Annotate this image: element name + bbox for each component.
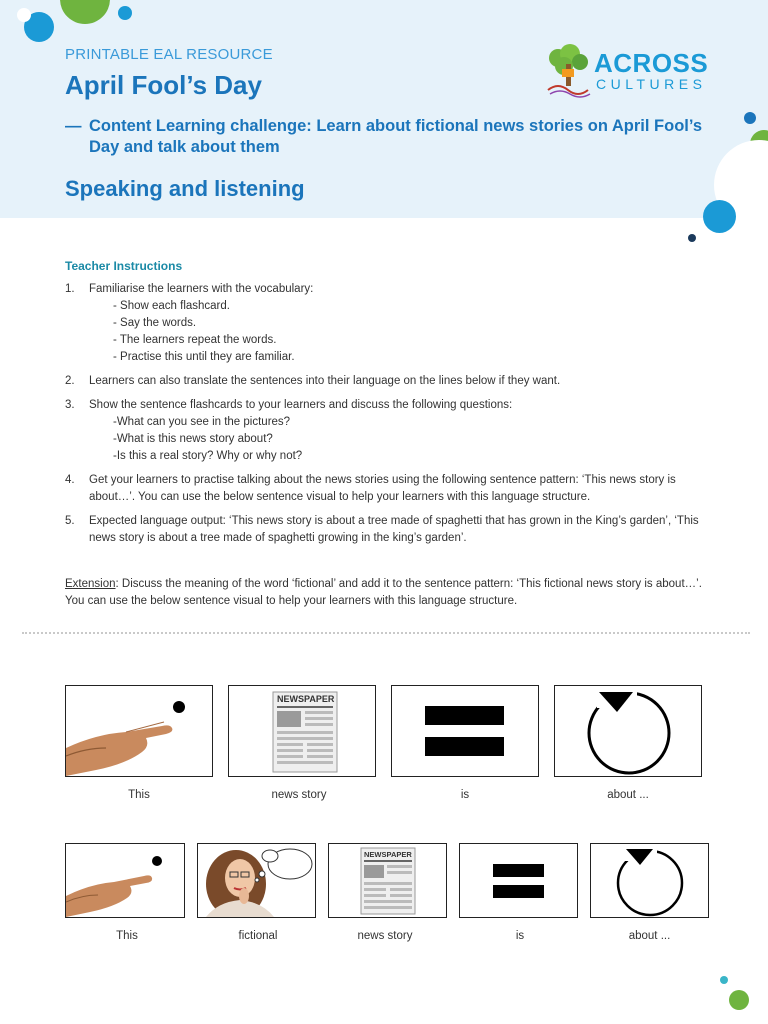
list-item	[65, 373, 705, 390]
equals-sign-icon	[460, 844, 577, 917]
decor-dot	[17, 8, 31, 22]
item-number: 4.	[65, 474, 75, 486]
logo-subword: CULTURES	[596, 76, 707, 92]
list-item	[65, 472, 705, 506]
caption-about: about ...	[607, 789, 649, 801]
sub-item: -What can you see in the pictures?	[113, 416, 291, 428]
sub-item: - The learners repeat the words.	[113, 334, 277, 346]
item-text: Show the sentence flashcards to your learners and discuss the following questions:	[89, 399, 513, 411]
flashcard-about	[590, 843, 709, 918]
instructions-list	[65, 281, 705, 554]
newspaper-icon	[329, 844, 446, 917]
list-item	[65, 513, 705, 547]
extension-label: Extension	[65, 578, 116, 590]
pointing-hand-icon	[66, 844, 184, 917]
flashcard-about	[554, 685, 702, 777]
svg-text:NEWSPAPER: NEWSPAPER	[277, 694, 335, 704]
item-text: Get your learners to practise talking about the news stories using the following sentence pattern: ‘This news story is about…’. You can use the below sentence visual to help your learners with this language structure.	[89, 474, 676, 503]
logo-wordmark: ACROSS	[594, 48, 709, 78]
decor-dot	[720, 976, 728, 984]
circular-arrow-icon	[591, 844, 708, 917]
thinking-woman-icon	[198, 844, 315, 917]
sub-item: -What is this news story about?	[113, 433, 273, 445]
item-text: Learners can also translate the sentences into their language on the lines below if they want.	[89, 375, 561, 387]
caption-news-story: news story	[271, 789, 327, 801]
resource-kicker: PRINTABLE EAL RESOURCE	[65, 46, 273, 63]
challenge-body: Content Learning challenge: Learn about fictional news stories on April Fool’s Day and talk about them	[89, 117, 703, 156]
flashcard-newspaper	[228, 685, 376, 777]
extension-paragraph	[65, 576, 710, 610]
decor-dot	[118, 6, 132, 20]
flashcard-pointing-hand	[65, 685, 213, 777]
item-text: Familiarise the learners with the vocabulary:	[89, 283, 314, 295]
decor-dot	[688, 234, 696, 242]
caption-fictional: fictional	[238, 930, 278, 942]
decor-dot	[729, 990, 749, 1010]
section-subtitle: Speaking and listening	[65, 176, 305, 201]
decor-dot	[744, 112, 756, 124]
across-cultures-logo	[544, 44, 709, 98]
pointing-hand-icon	[66, 686, 212, 776]
item-number: 5.	[65, 515, 75, 527]
equals-sign-icon	[392, 686, 538, 776]
item-number: 2.	[65, 375, 75, 387]
circular-arrow-icon	[555, 686, 701, 776]
sub-item: - Say the words.	[113, 317, 197, 329]
flashcard-pointing-hand	[65, 843, 185, 918]
flashcard-equals	[391, 685, 539, 777]
svg-text:NEWSPAPER: NEWSPAPER	[364, 850, 412, 859]
caption-news-story: news story	[357, 930, 413, 942]
sub-item: - Show each flashcard.	[113, 300, 230, 312]
caption-this: This	[128, 789, 150, 801]
decor-dot	[703, 200, 736, 233]
flashcard-equals	[459, 843, 578, 918]
sub-item: -Is this a real story? Why or why not?	[113, 450, 303, 462]
item-number: 3.	[65, 399, 75, 411]
item-text: Expected language output: ‘This news story is about a tree made of spaghetti that has grown in the King’s garden’, ‘This news story is about a tree made of spaghetti growing in the king’s garden’.	[89, 515, 699, 544]
newspaper-icon	[229, 686, 375, 776]
flashcard-thinking-woman	[197, 843, 316, 918]
flashcard-newspaper	[328, 843, 447, 918]
caption-is: is	[460, 789, 470, 801]
teacher-instructions-heading: Teacher Instructions	[65, 259, 183, 273]
caption-is: is	[515, 930, 525, 942]
list-item	[65, 281, 705, 366]
caption-about: about ...	[628, 930, 671, 942]
challenge-text	[65, 116, 705, 158]
list-item	[65, 397, 705, 465]
sub-item: - Practise this until they are familiar.	[113, 351, 295, 363]
extension-text: : Discuss the meaning of the word ‘fictional’ and add it to the sentence pattern: ‘This fictional news story is about…’. You can use the below sentence visual to help your learners with this language structure.	[65, 578, 702, 607]
caption-this: This	[116, 930, 138, 942]
page-title: April Fool’s Day	[65, 70, 262, 100]
tree-logo-icon	[544, 44, 592, 98]
item-number: 1.	[65, 283, 75, 295]
dotted-divider	[22, 632, 750, 634]
challenge-dash: —	[65, 117, 82, 135]
